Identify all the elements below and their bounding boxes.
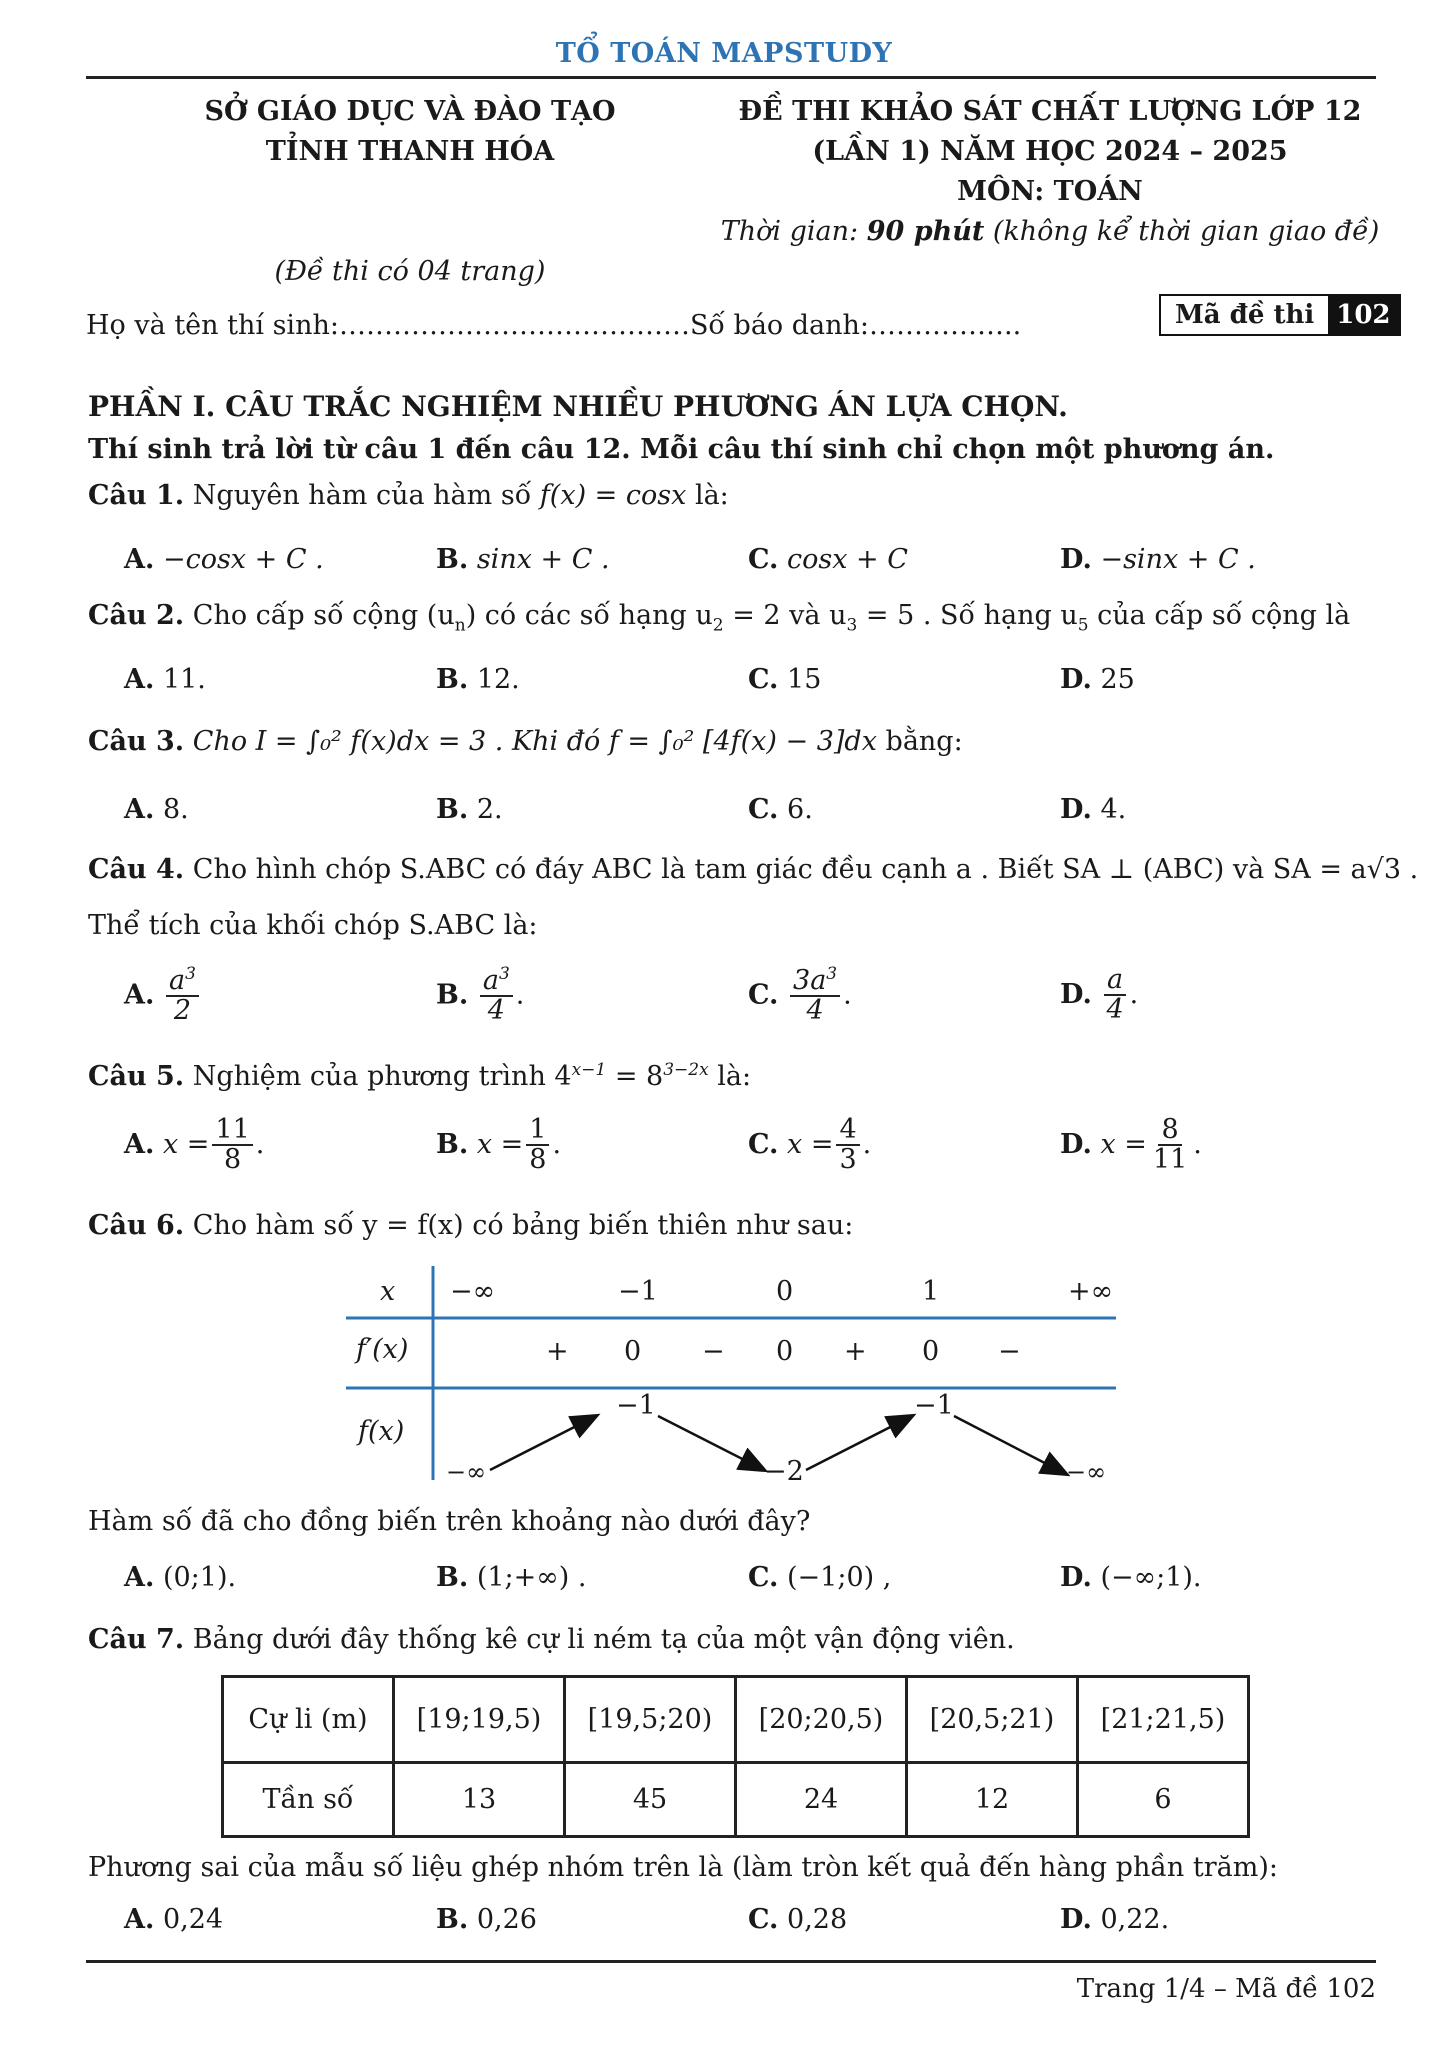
- q3-option-d[interactable]: D. 4.: [1060, 794, 1127, 825]
- time-suffix: (không kể thời gian giao đề): [984, 216, 1380, 247]
- vt-x-1: −1: [618, 1276, 658, 1307]
- vt-f-1: −1: [616, 1390, 656, 1421]
- q1-label: Câu 1.: [88, 480, 185, 511]
- q1-option-c[interactable]: C. cosx + C: [748, 544, 908, 575]
- vt-d-1: 0: [624, 1336, 642, 1367]
- question-3: Câu 3. Cho I = ∫₀² f(x)dx = 3 . Khi đó f = ∫₀² [4f(x) − 3]dx bằng:: [88, 726, 963, 757]
- table-cell: 12: [907, 1763, 1078, 1837]
- q3-option-a[interactable]: A. 8.: [124, 794, 189, 825]
- vt-d-0: +: [546, 1336, 569, 1367]
- vt-x-3: 1: [922, 1276, 940, 1307]
- question-1: [88, 480, 729, 511]
- q1-tail: là:: [694, 480, 729, 511]
- q1-option-d[interactable]: D. −sinx + C .: [1060, 544, 1256, 575]
- table-cell: 13: [394, 1763, 565, 1837]
- table-header-cell: Cự li (m): [223, 1677, 394, 1763]
- q7-option-c[interactable]: C. 0,28: [748, 1904, 848, 1935]
- vt-x-0: −∞: [450, 1276, 496, 1307]
- table-cell: 45: [565, 1763, 736, 1837]
- subject: MÔN: TOÁN: [957, 176, 1143, 207]
- time-note: [720, 216, 1380, 247]
- q1-option-b[interactable]: B. sinx + C .: [436, 544, 610, 575]
- q2-option-b[interactable]: B. 12.: [436, 664, 520, 695]
- question-7: Câu 7. Bảng dưới đây thống kê cự li ném tạ của một vận động viên.: [88, 1624, 1015, 1655]
- q5-option-a[interactable]: A. x = $\frac{11}{8}$ .: [124, 1114, 265, 1176]
- top-rule: [86, 76, 1376, 79]
- table-header-cell: [19;19,5): [394, 1677, 565, 1763]
- q4-option-a[interactable]: A. $\frac{a^3}{2}$: [124, 966, 202, 1026]
- vt-f-3: −1: [914, 1390, 954, 1421]
- q2-option-d[interactable]: D. 25: [1060, 664, 1135, 695]
- question-5: Câu 5. Nghiệm của phương trình $4^{x-1} = 8^{3-2x}$ là:: [88, 1060, 752, 1092]
- vt-arrow-down-1: [658, 1416, 764, 1470]
- q2-option-c[interactable]: C. 15: [748, 664, 822, 695]
- vt-d-3: 0: [776, 1336, 794, 1367]
- time-value: 90 phút: [866, 216, 985, 247]
- time-prefix: Thời gian:: [720, 216, 867, 247]
- section-title: PHẦN I. CÂU TRẮC NGHIỆM NHIỀU PHƯƠNG ÁN LỰA CHỌN.: [88, 390, 1068, 423]
- q6-option-b[interactable]: B. (1;+∞) .: [436, 1562, 587, 1593]
- table-header-cell: [19,5;20): [565, 1677, 736, 1763]
- q7-option-d[interactable]: D. 0,22.: [1060, 1904, 1170, 1935]
- table-cell: 24: [736, 1763, 907, 1837]
- exam-code-label: Mã đề thi: [1175, 300, 1315, 330]
- vt-x-label: x: [380, 1276, 396, 1307]
- frequency-table: [221, 1675, 1250, 1838]
- department-line1: SỞ GIÁO DỤC VÀ ĐÀO TẠO: [204, 96, 616, 127]
- question-6-prompt: Hàm số đã cho đồng biến trên khoảng nào dưới đây?: [88, 1506, 811, 1537]
- vt-d-4: +: [844, 1336, 867, 1367]
- section-instruction: Thí sinh trả lời từ câu 1 đến câu 12. Mỗi câu thí sinh chỉ chọn một phương án.: [88, 434, 1275, 465]
- page-footer: Trang 1/4 – Mã đề 102: [1076, 1974, 1376, 2004]
- bottom-rule: [86, 1960, 1376, 1963]
- vt-arrow-down-2: [954, 1416, 1066, 1474]
- table-header-cell: [20;20,5): [736, 1677, 907, 1763]
- brand-title: TỔ TOÁN MAPSTUDY: [555, 38, 893, 69]
- q4-option-d[interactable]: D. $\frac{a}{4}$ .: [1060, 964, 1139, 1026]
- q1-text: Nguyên hàm của hàm số: [192, 480, 532, 511]
- question-7-prompt: Phương sai của mẫu số liệu ghép nhóm trên là (làm tròn kết quả đến hàng phần trăm):: [88, 1852, 1278, 1883]
- vt-f-2: −2: [764, 1456, 804, 1487]
- q5-option-c[interactable]: C. x = $\frac{4}{3}$ .: [748, 1114, 872, 1176]
- q2-option-a[interactable]: A. 11.: [124, 664, 206, 695]
- vt-derivative-label: f′(x): [356, 1334, 409, 1365]
- q1-expr: f(x) = cosx: [539, 480, 687, 511]
- vt-d-5: 0: [922, 1336, 940, 1367]
- exam-code-value: 102: [1328, 296, 1398, 334]
- vt-x-2: 0: [776, 1276, 794, 1307]
- q3-option-b[interactable]: B. 2.: [436, 794, 503, 825]
- question-2: Câu 2. Cho cấp số cộng $(u_n)$ có các số hạng $u_2 = 2$ và $u_3 = 5$ . Số hạng $u_5$ của cấp số cộng là: [88, 600, 1351, 636]
- table-header-cell: [20,5;21): [907, 1677, 1078, 1763]
- q6-option-d[interactable]: D. (−∞;1).: [1060, 1562, 1202, 1593]
- department-line2: TỈNH THANH HÓA: [265, 136, 555, 167]
- q4-option-b[interactable]: B. $\frac{a^3}{4}$ .: [436, 964, 525, 1027]
- table-header-cell: [21;21,5): [1078, 1677, 1249, 1763]
- q3-option-c[interactable]: C. 6.: [748, 794, 813, 825]
- vt-d-6: −: [998, 1336, 1021, 1367]
- q7-option-b[interactable]: B. 0,26: [436, 1904, 537, 1935]
- exam-title-line2: (LẦN 1) NĂM HỌC 2024 – 2025: [812, 136, 1288, 167]
- q5-option-b[interactable]: B. x = $\frac{1}{8}$ .: [436, 1114, 562, 1176]
- table-row: [223, 1763, 1249, 1837]
- pages-note: (Đề thi có 04 trang): [274, 256, 546, 287]
- vt-f-4: −∞: [1066, 1458, 1107, 1486]
- q7-option-a[interactable]: A. 0,24: [124, 1904, 224, 1935]
- q5-option-d[interactable]: D. x = $\frac{8}{11}$ .: [1060, 1114, 1202, 1176]
- vt-arrow-up-1: [490, 1416, 596, 1470]
- candidate-line: Họ và tên thí sinh:…………………………………Số báo danh:……………..: [86, 310, 1022, 341]
- vt-d-2: −: [702, 1336, 725, 1367]
- q4-option-c[interactable]: C. $\frac{3a^3}{4}$ .: [748, 964, 852, 1027]
- table-row: [223, 1677, 1249, 1763]
- exam-title-line1: ĐỀ THI KHẢO SÁT CHẤT LƯỢNG LỚP 12: [738, 96, 1362, 127]
- vt-function-label: f(x): [358, 1416, 405, 1447]
- exam-code-box: [1159, 294, 1401, 336]
- question-4-line2: Thể tích của khối chóp S.ABC là:: [88, 910, 538, 941]
- q1-option-a[interactable]: A. −cosx + C .: [124, 544, 324, 575]
- question-4: Câu 4. Cho hình chóp S.ABC có đáy ABC là tam giác đều cạnh a . Biết SA ⊥ (ABC) và SA = a√3 .: [88, 854, 1419, 885]
- vt-arrow-up-2: [806, 1416, 912, 1470]
- question-6: Câu 6. Cho hàm số y = f(x) có bảng biến thiên như sau:: [88, 1210, 854, 1241]
- vt-f-0: −∞: [446, 1458, 487, 1486]
- q6-option-c[interactable]: C. (−1;0) ,: [748, 1562, 892, 1593]
- q6-option-a[interactable]: A. (0;1).: [124, 1562, 237, 1593]
- table-cell: Tần số: [223, 1763, 394, 1837]
- vt-x-4: +∞: [1068, 1276, 1114, 1307]
- table-cell: 6: [1078, 1763, 1249, 1837]
